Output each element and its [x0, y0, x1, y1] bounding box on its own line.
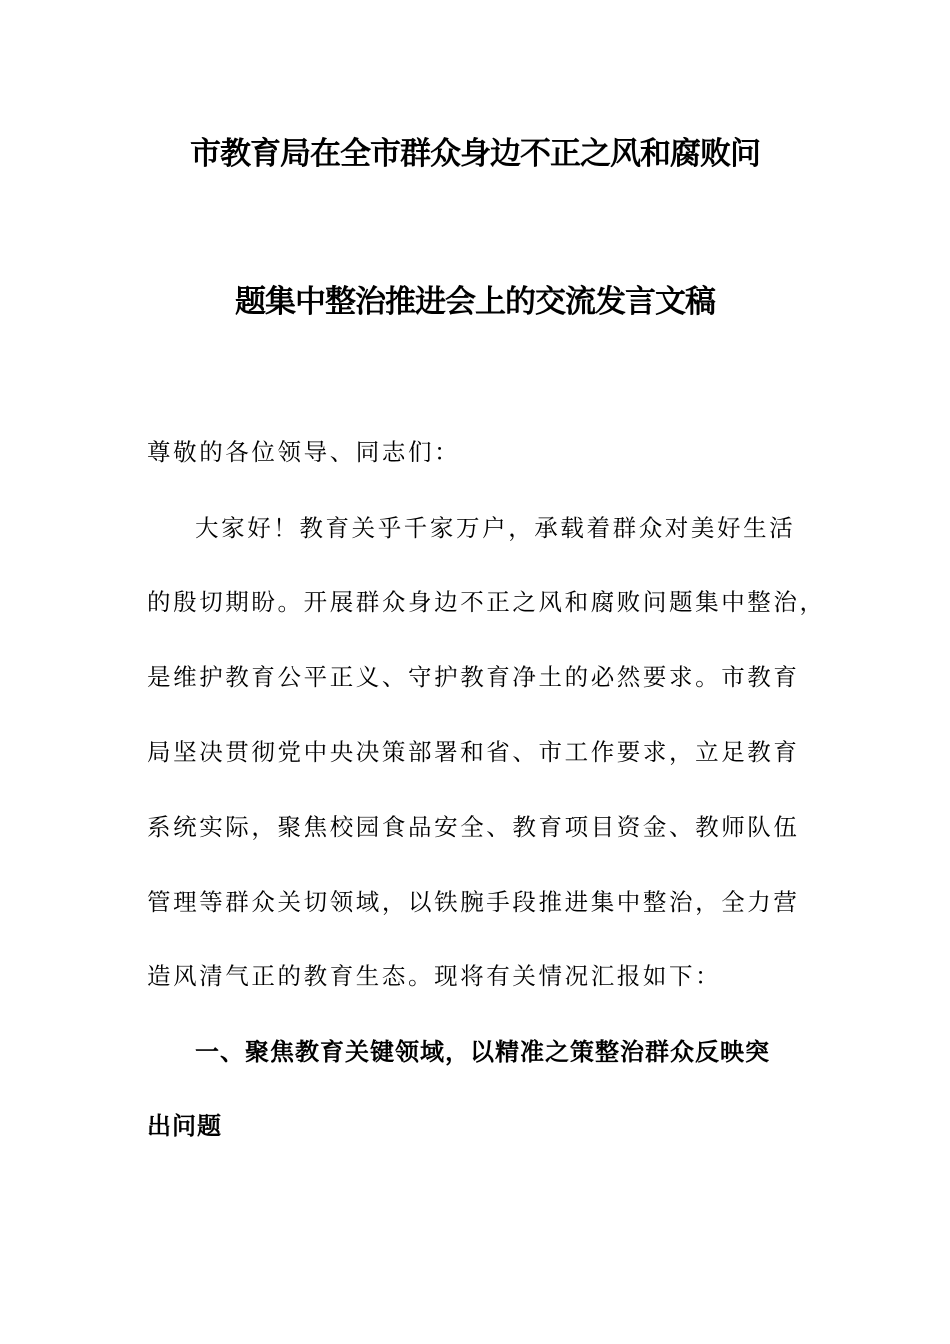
- paragraph-1-line-7: 造风清气正的教育生态。现将有关情况汇报如下：: [147, 962, 722, 990]
- section-1-heading-line-2: 出问题: [147, 1112, 222, 1140]
- paragraph-1-line-4: 局坚决贯彻党中央决策部署和省、市工作要求，立足教育: [147, 738, 800, 766]
- paragraph-1-line-3: 是维护教育公平正义、守护教育净土的必然要求。市教育: [147, 663, 800, 691]
- document-title-line-1: 市教育局在全市群众身边不正之风和腐败问: [190, 136, 760, 172]
- paragraph-1-line-1: 大家好！教育关乎千家万户，承载着群众对美好生活: [195, 514, 796, 542]
- salutation: 尊敬的各位领导、同志们：: [147, 438, 461, 466]
- document-title-line-2: 题集中整治推进会上的交流发言文稿: [235, 284, 715, 320]
- paragraph-1-line-6: 管理等群众关切领域，以铁腕手段推进集中整治，全力营: [147, 888, 800, 916]
- section-1-heading-line-1: 一、聚焦教育关键领域，以精准之策整治群众反映突: [195, 1038, 770, 1066]
- paragraph-1-line-2: 的殷切期盼。开展群众身边不正之风和腐败问题集中整治，: [147, 588, 826, 616]
- paragraph-1-line-5: 系统实际，聚焦校园食品安全、教育项目资金、教师队伍: [147, 813, 800, 841]
